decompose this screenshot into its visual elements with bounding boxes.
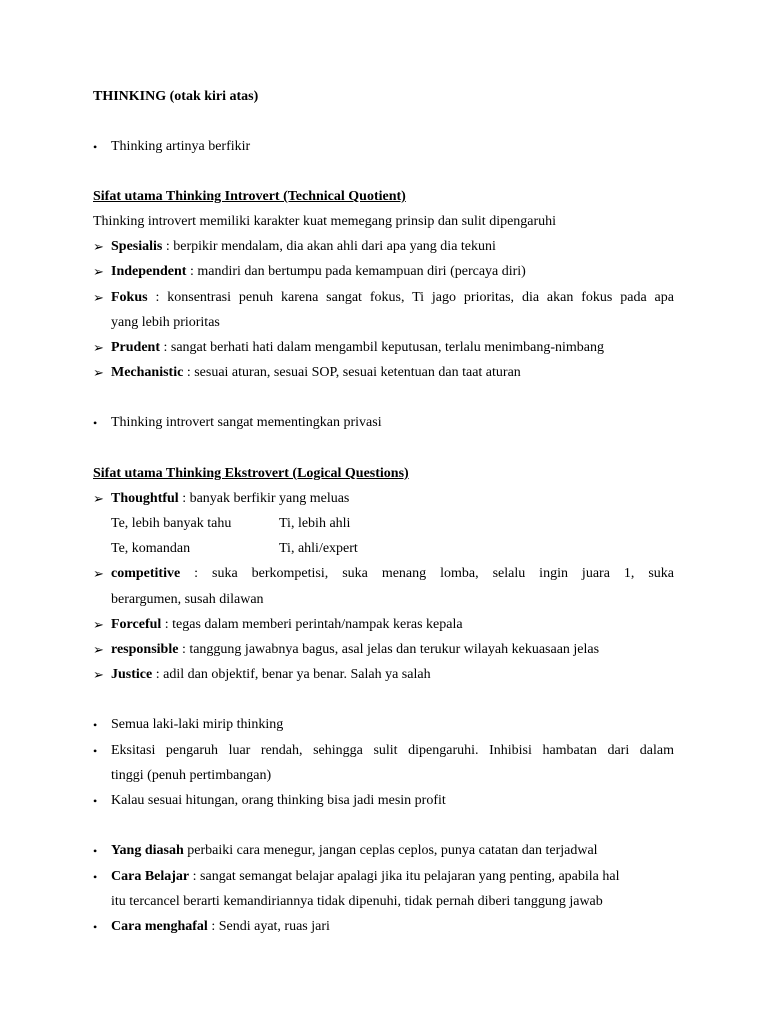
extrovert-heading: Sifat utama Thinking Ekstrovert (Logical Questions) <box>93 466 409 481</box>
introvert-description: Thinking introvert memiliki karakter kuat memegang prinsip dan sulit dipengaruhi <box>93 214 557 229</box>
bullet-icon: • <box>93 870 98 884</box>
arrow-bullet-icon: ➢ <box>93 642 104 657</box>
introvert-item-spesialis: Spesialis : berpikir mendalam, dia akan ahli dari apa yang dia tekuni <box>111 239 496 254</box>
extrovert-item-forceful: Forceful : tegas dalam memberi perintah/nampak keras kepala <box>111 617 463 632</box>
pair-right: Ti, lebih ahli <box>279 516 351 531</box>
general-bullet-2: Eksitasi pengaruh luar rendah, sehingga sulit dipengaruhi. Inhibisi hambatan dari dalam <box>111 743 674 758</box>
general-bullet-3: Kalau sesuai hitungan, orang thinking bisa jadi mesin profit <box>111 793 446 808</box>
document-title: THINKING (otak kiri atas) <box>93 89 259 104</box>
introvert-item-fokus-cont: yang lebih prioritas <box>111 315 220 330</box>
general-bullet-2-cont: tinggi (penuh pertimbangan) <box>111 768 272 783</box>
pair-left: Te, komandan <box>111 541 191 556</box>
general-bullet-1: Semua laki-laki mirip thinking <box>111 717 284 732</box>
extrovert-item-competitive: competitive : suka berkompetisi, suka menang lomba, selalu ingin juara 1, suka <box>111 566 674 581</box>
arrow-bullet-icon: ➢ <box>93 491 104 506</box>
arrow-bullet-icon: ➢ <box>93 617 104 632</box>
introvert-privacy-bullet: Thinking introvert sangat mementingkan privasi <box>111 415 382 430</box>
extrovert-item-justice: Justice : adil dan objektif, benar ya benar. Salah ya salah <box>111 667 431 682</box>
introvert-item-prudent: Prudent : sangat berhati hati dalam mengambil keputusan, terlalu menimbang-nimbang <box>111 340 604 355</box>
arrow-bullet-icon: ➢ <box>93 340 104 355</box>
pair-right: Ti, ahli/expert <box>279 541 358 556</box>
introvert-item-fokus: Fokus : konsentrasi penuh karena sangat fokus, Ti jago prioritas, dia akan fokus pada apa <box>111 290 674 305</box>
pair-left: Te, lebih banyak tahu <box>111 516 232 531</box>
arrow-bullet-icon: ➢ <box>93 239 104 254</box>
introvert-heading: Sifat utama Thinking Introvert (Technical Quotient) <box>93 189 406 204</box>
final-bullet-belajar-cont: itu tercancel berarti kemandiriannya tidak dipenuhi, tidak pernah diberi tanggung jawab <box>111 894 603 909</box>
introvert-item-independent: Independent : mandiri dan bertumpu pada kemampuan diri (percaya diri) <box>111 264 526 279</box>
bullet-icon: • <box>93 744 98 758</box>
introvert-item-mechanistic: Mechanistic : sesuai aturan, sesuai SOP, sesuai ketentuan dan taat aturan <box>111 365 521 380</box>
bullet-icon: • <box>93 416 98 430</box>
final-bullet-menghafal: Cara menghafal : Sendi ayat, ruas jari <box>111 919 330 934</box>
final-bullet-belajar: Cara Belajar : sangat semangat belajar apalagi jika itu pelajaran yang penting, apabila hal <box>111 869 620 884</box>
arrow-bullet-icon: ➢ <box>93 264 104 279</box>
bullet-icon: • <box>93 920 98 934</box>
extrovert-item-responsible: responsible : tanggung jawabnya bagus, asal jelas dan terukur wilayah kekuasaan jelas <box>111 642 600 657</box>
intro-bullet: Thinking artinya berfikir <box>111 139 251 154</box>
bullet-icon: • <box>93 140 98 154</box>
arrow-bullet-icon: ➢ <box>93 566 104 581</box>
bullet-icon: • <box>93 844 98 858</box>
arrow-bullet-icon: ➢ <box>93 290 104 305</box>
extrovert-item-competitive-cont: berargumen, susah dilawan <box>111 592 264 607</box>
arrow-bullet-icon: ➢ <box>93 667 104 682</box>
extrovert-item-thoughtful: Thoughtful : banyak berfikir yang meluas <box>111 491 350 506</box>
arrow-bullet-icon: ➢ <box>93 365 104 380</box>
final-bullet-diasah: Yang diasah perbaiki cara menegur, jangan ceplas ceplos, punya catatan dan terjadwal <box>111 843 598 858</box>
bullet-icon: • <box>93 718 98 732</box>
bullet-icon: • <box>93 794 98 808</box>
